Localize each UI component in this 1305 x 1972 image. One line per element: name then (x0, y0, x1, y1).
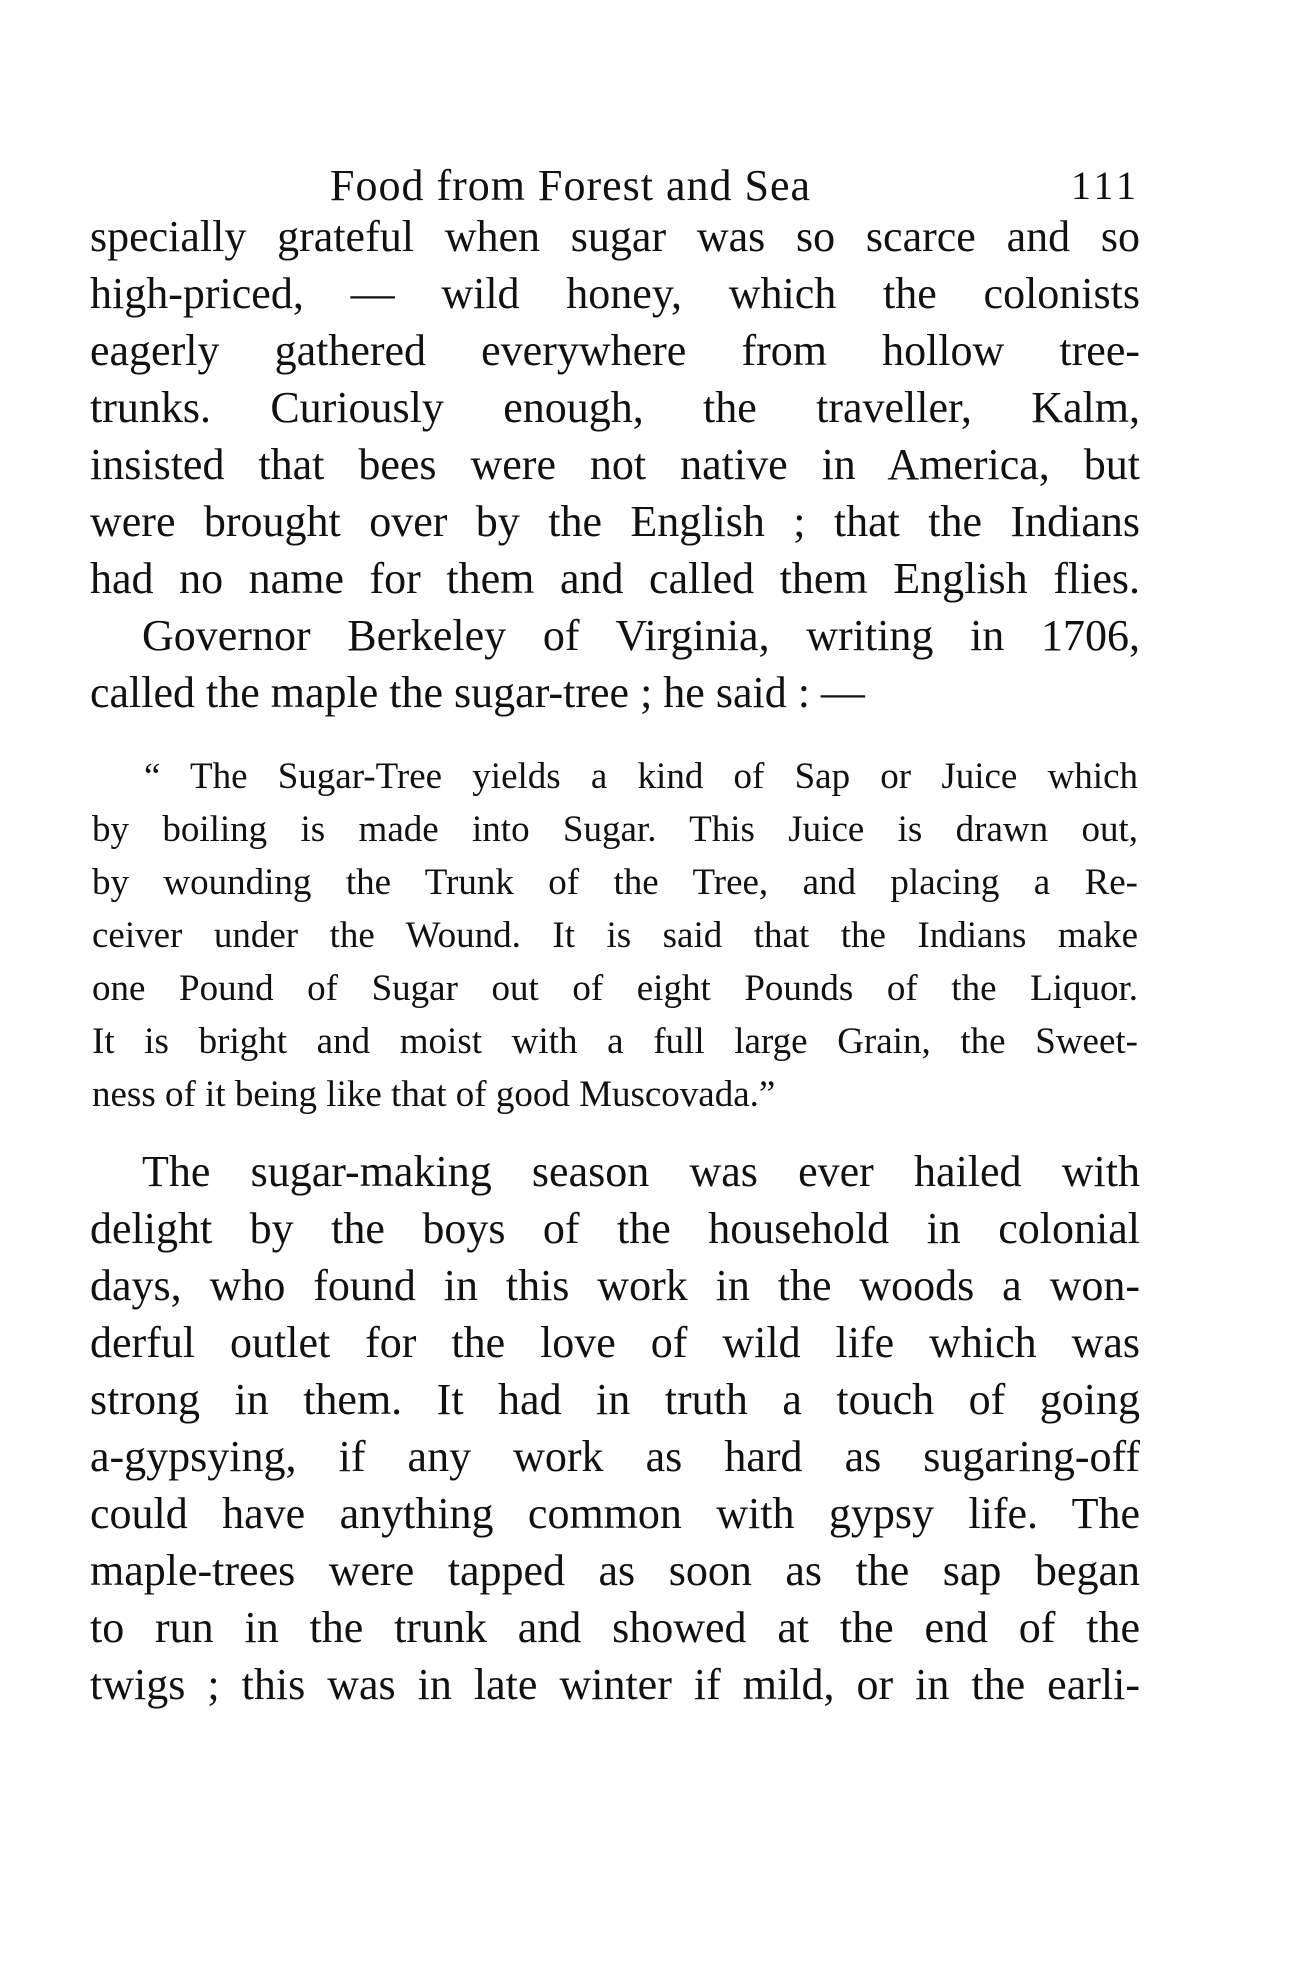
running-head: Food from Forest and Sea (330, 161, 812, 210)
quote-line: ness of it being like that of good Muscovada.” (92, 1074, 776, 1115)
text-line: The sugar-making season was ever hailed with (142, 1147, 1140, 1196)
text-line: could have anything common with gypsy life. The (90, 1489, 1140, 1538)
quote-line: It is bright and moist with a full large Grain, the Sweet- (92, 1021, 1138, 1062)
paragraph-berkeley (90, 607, 1140, 721)
text-line: had no name for them and called them English flies. (90, 554, 1140, 603)
quote-line: “ The Sugar-Tree yields a kind of Sap or Juice which (144, 756, 1138, 797)
text-line: days, who found in this work in the woods a won- (90, 1261, 1140, 1310)
text-line: Governor Berkeley of Virginia, writing in 1706, (142, 611, 1140, 660)
text-line: to run in the trunk and showed at the end of the (90, 1603, 1140, 1652)
text-line: insisted that bees were not native in America, but (90, 440, 1140, 489)
text-line: strong in them. It had in truth a touch of going (90, 1375, 1140, 1424)
paragraph-sugar-season (90, 1143, 1140, 1713)
quote-line: by boiling is made into Sugar. This Juice is drawn out, (92, 809, 1138, 850)
paragraph-honey (90, 208, 1140, 607)
text-line: delight by the boys of the household in colonial (90, 1204, 1140, 1253)
page-number: 111 (1070, 163, 1140, 208)
block-quote (92, 750, 1138, 1121)
text-line: a-gypsying, if any work as hard as sugaring-off (90, 1432, 1140, 1481)
text-line: maple-trees were tapped as soon as the sap began (90, 1546, 1140, 1595)
text-line: eagerly gathered everywhere from hollow tree- (90, 326, 1140, 375)
text-line: twigs ; this was in late winter if mild, or in the earli- (90, 1660, 1140, 1709)
quote-line: ceiver under the Wound. It is said that the Indians make (92, 915, 1138, 956)
text-line: called the maple the sugar-tree ; he said : — (90, 668, 865, 717)
text-line: specially grateful when sugar was so scarce and so (90, 212, 1140, 261)
quote-line: by wounding the Trunk of the Tree, and placing a Re- (92, 862, 1138, 903)
text-line: high-priced, — wild honey, which the colonists (90, 269, 1140, 318)
text-line: were brought over by the English ; that the Indians (90, 497, 1140, 546)
quote-line: one Pound of Sugar out of eight Pounds of the Liquor. (92, 968, 1138, 1009)
text-line: trunks. Curiously enough, the traveller, Kalm, (90, 383, 1140, 432)
text-line: derful outlet for the love of wild life which was (90, 1318, 1140, 1367)
